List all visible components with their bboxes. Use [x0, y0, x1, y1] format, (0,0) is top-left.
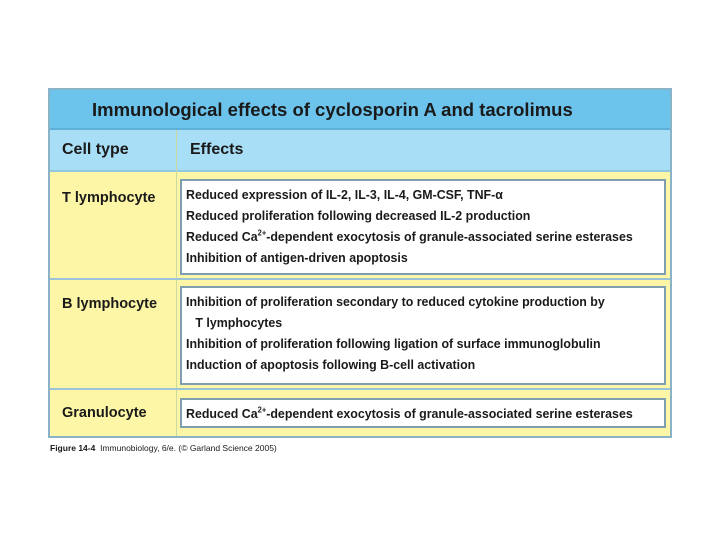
table-title: Immunological effects of cyclosporin A and tacrolimus: [50, 90, 670, 130]
effect-line: Inhibition of proliferation following ligation of surface immunoglobulin: [186, 336, 601, 351]
effect-line: [186, 403, 635, 424]
table-row-granulocyte: [50, 390, 670, 436]
effect-text: Reduced Ca: [186, 406, 258, 421]
effect-line: Reduced expression of IL-2, IL-3, IL-4, GM-CSF, TNF-α: [186, 187, 503, 202]
effect-line: Inhibition of antigen-driven apoptosis: [186, 250, 408, 265]
superscript: 2+: [257, 405, 267, 415]
effects-box: [180, 286, 666, 385]
effect-text: -dependent exocytosis of granule-associated serine esterases: [266, 406, 633, 421]
effect-text: -dependent exocytosis of granule-associated serine esterases: [266, 229, 633, 244]
table-row-t-lymphocyte: [50, 174, 670, 280]
cell-type-label: T lymphocyte: [62, 190, 156, 206]
header-effects: Effects: [190, 141, 244, 158]
effects-box: [180, 179, 666, 275]
effect-line: Reduced proliferation following decreased IL-2 production: [186, 208, 531, 223]
figure-source: Immunobiology, 6/e. (© Garland Science 2005): [100, 443, 277, 453]
header-row: [50, 130, 670, 172]
cell-type-label: Granulocyte: [62, 405, 147, 421]
figure-number: Figure 14-4: [50, 443, 96, 453]
cell-type-label: B lymphocyte: [62, 296, 158, 312]
effect-line: Induction of apoptosis following B-cell activation: [186, 357, 476, 372]
effect-line: [186, 312, 635, 333]
figure-caption: [50, 443, 277, 453]
table-row-b-lymphocyte: [50, 280, 670, 390]
effect-line: Inhibition of proliferation secondary to reduced cytokine production by: [186, 294, 605, 309]
effects-table: [48, 88, 672, 438]
effects-box: [180, 398, 666, 428]
effect-line: [186, 226, 635, 247]
superscript: 2+: [257, 228, 267, 238]
effect-text: T lymphocytes: [195, 315, 283, 330]
effect-text: Reduced Ca: [186, 229, 258, 244]
header-cell-type: Cell type: [62, 141, 129, 158]
